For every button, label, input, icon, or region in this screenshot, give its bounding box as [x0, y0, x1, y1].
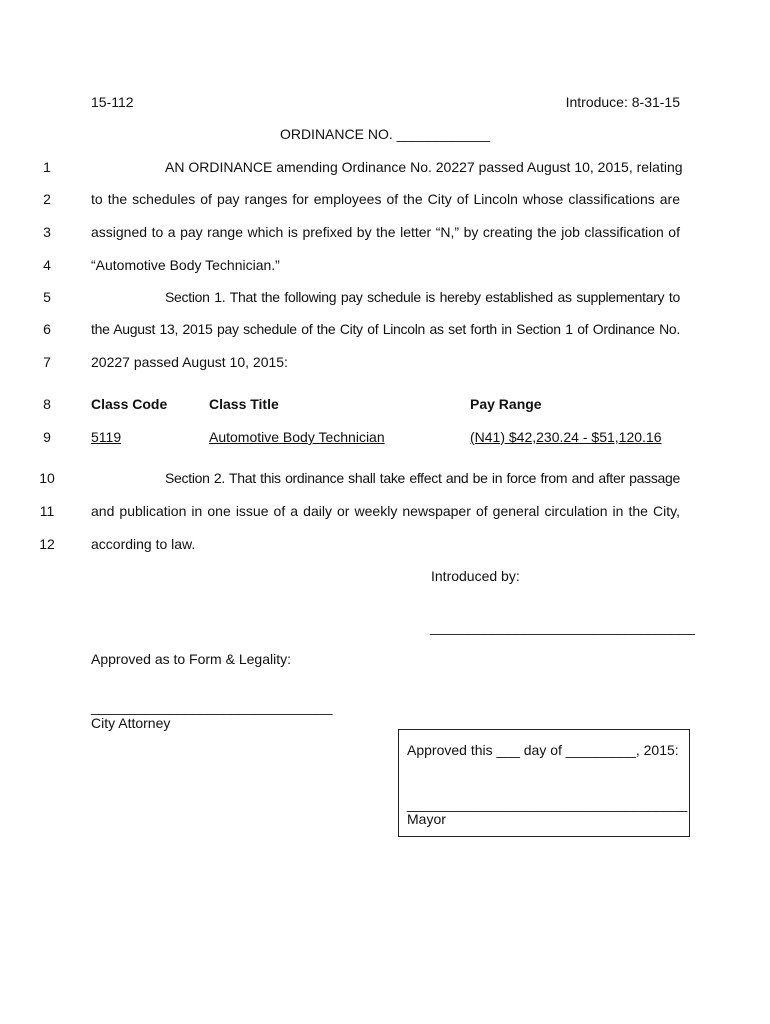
body-line-4: “Automotive Body Technician.” — [91, 257, 280, 273]
body-line-6: the August 13, 2015 pay schedule of the City of Lincoln as set forth in Section 1 of Ordinance No. — [91, 321, 680, 337]
table-cell-pay-range: (N41) $42,230.24 - $51,120.16 — [470, 429, 662, 445]
approved-form-label: Approved as to Form & Legality: — [91, 651, 291, 667]
line-number: 5 — [43, 289, 51, 305]
line-number: 3 — [43, 224, 51, 240]
mayor-signature-line: ____________________________________ — [407, 796, 688, 812]
line-number: 7 — [43, 354, 51, 370]
body-line-1: AN ORDINANCE amending Ordinance No. 20227 passed August 10, 2015, relating — [165, 159, 683, 175]
line-number: 2 — [43, 191, 51, 207]
document-number: 15-112 — [91, 94, 134, 110]
table-header-class-code: Class Code — [91, 396, 168, 412]
city-attorney-signature-line: _______________________________ — [91, 699, 333, 715]
table-header-class-title: Class Title — [209, 396, 279, 412]
introduced-by-label: Introduced by: — [431, 568, 520, 584]
line-number: 10 — [39, 470, 55, 486]
mayor-title: Mayor — [407, 811, 446, 827]
line-number: 9 — [43, 429, 51, 445]
body-line-3: assigned to a pay range which is prefixed by the letter “N,” by creating the job classification of — [91, 224, 680, 240]
city-attorney-title: City Attorney — [91, 715, 171, 731]
line-number: 11 — [39, 503, 55, 519]
body-line-11: and publication in one issue of a daily or weekly newspaper of general circulation in the City, — [91, 503, 680, 519]
mayor-approval-box — [398, 729, 690, 837]
line-number: 12 — [39, 536, 55, 552]
body-line-10: Section 2. That this ordinance shall take effect and be in force from and after passage — [165, 470, 680, 486]
table-cell-class-title: Automotive Body Technician — [209, 429, 385, 445]
body-line-2: to the schedules of pay ranges for employees of the City of Lincoln whose classifications are — [91, 191, 680, 207]
approval-date-text: Approved this ___ day of _________, 2015: — [407, 742, 679, 758]
introduced-by-signature-line: __________________________________ — [430, 619, 695, 635]
ordinance-title: ORDINANCE NO. ____________ — [279, 126, 491, 142]
line-number: 4 — [43, 257, 51, 273]
body-line-12: according to law. — [91, 536, 196, 552]
table-cell-class-code: 5119 — [91, 429, 122, 445]
body-line-5: Section 1. That the following pay schedule is hereby established as supplementary to — [165, 289, 680, 305]
body-line-7: 20227 passed August 10, 2015: — [91, 354, 288, 370]
line-number: 6 — [43, 321, 51, 337]
table-header-pay-range: Pay Range — [470, 396, 542, 412]
line-number: 8 — [43, 396, 51, 412]
line-number: 1 — [43, 159, 51, 175]
introduce-date: Introduce: 8-31-15 — [565, 94, 680, 110]
